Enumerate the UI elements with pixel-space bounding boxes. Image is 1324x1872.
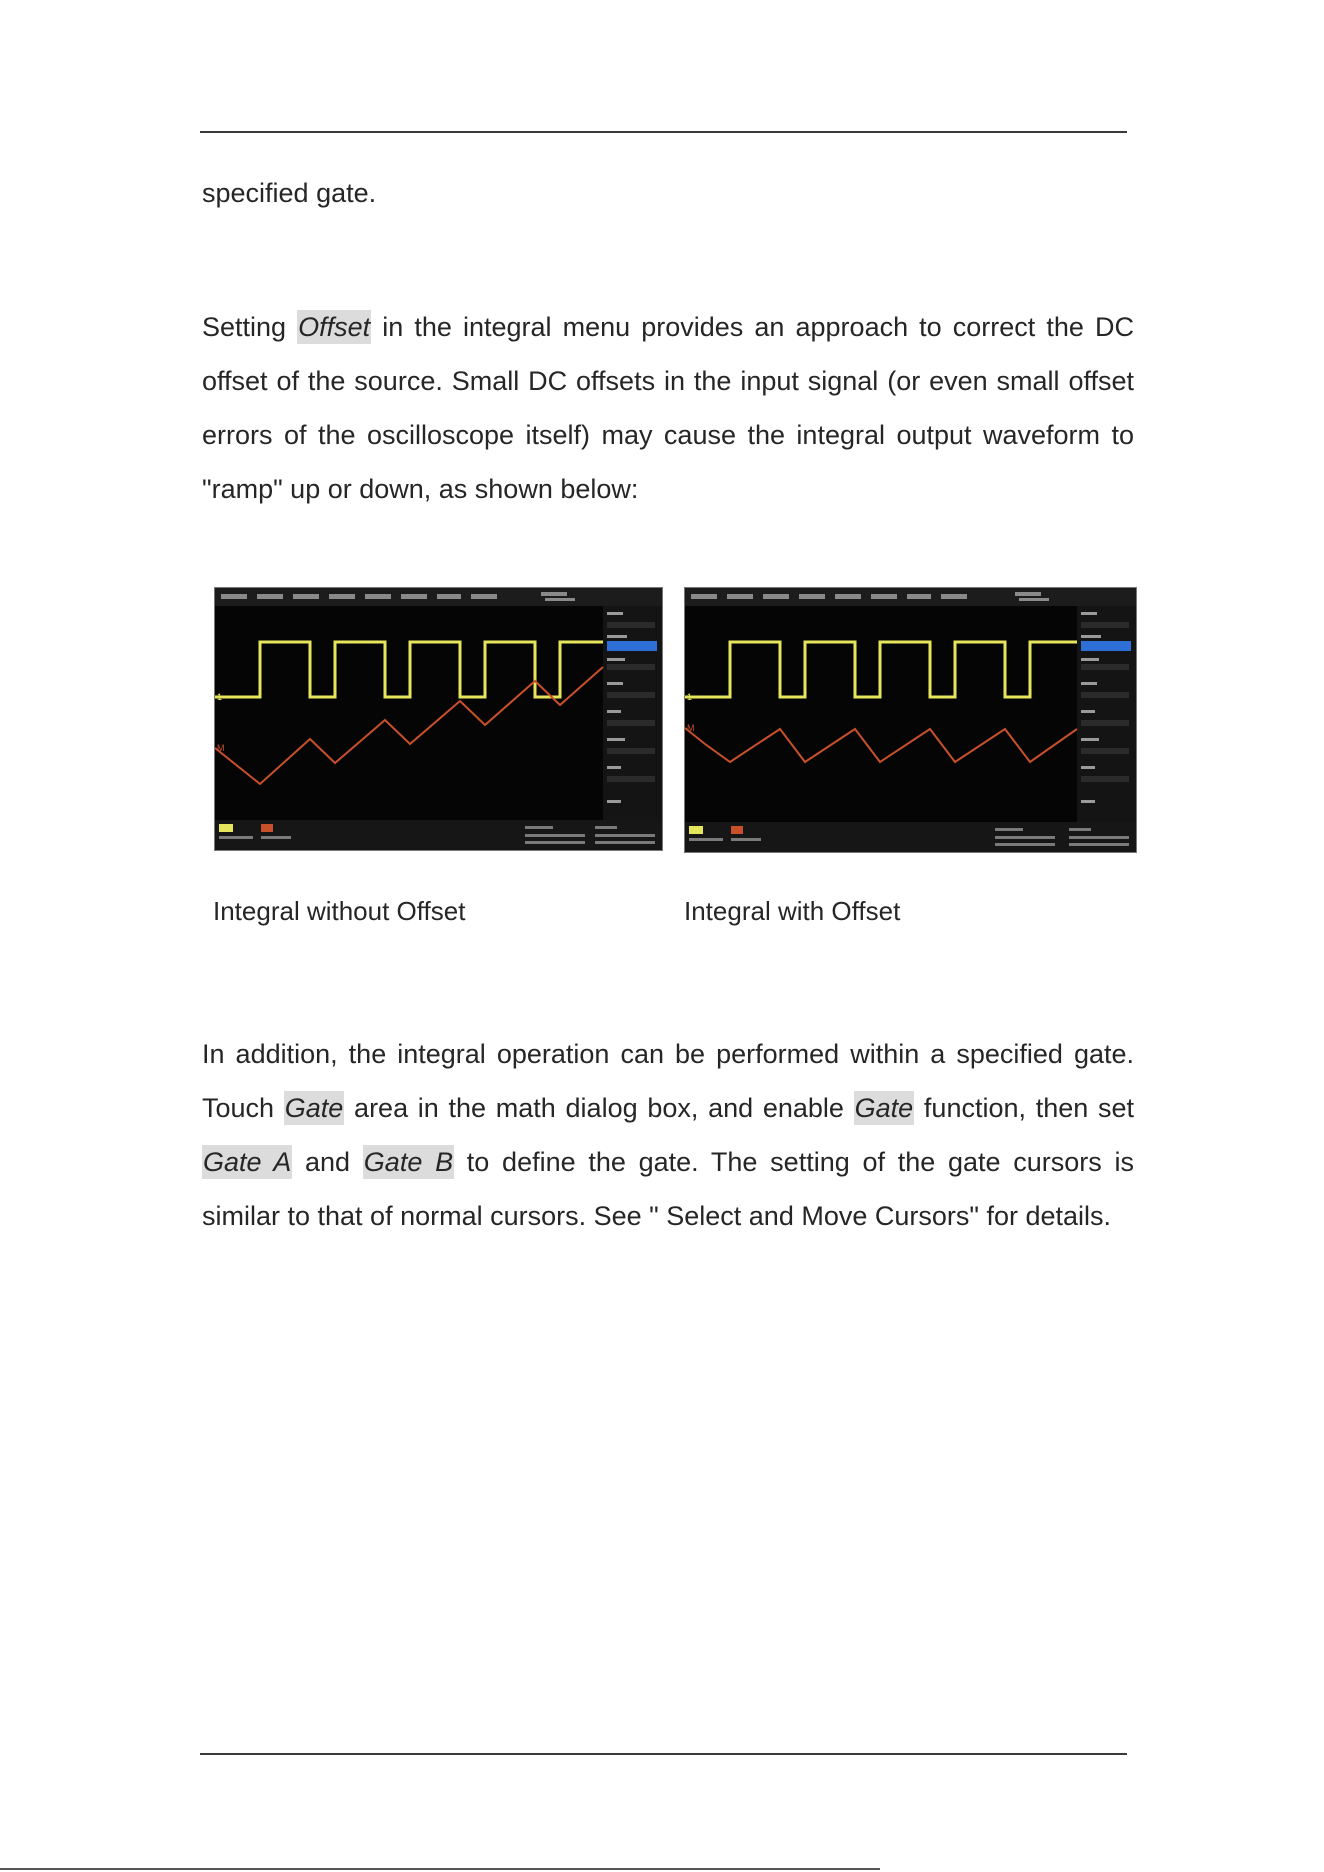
scope-screen-right [685,588,1136,852]
offset-line-4: "ramp" up or down, as shown below: [202,474,639,504]
caption-with-offset: Integral with Offset [684,896,901,926]
offset-line-1: Setting Offset in the integral menu provides an approach to correct the DC [202,312,1135,342]
page-bottom-rule [0,1868,880,1870]
gate-line-1: In addition, the integral operation can be performed within a specified gate. [202,1039,1134,1069]
offset-line-3: errors of the oscilloscope itself) may cause the integral output waveform to [202,420,1134,450]
svg-text:1: 1 [687,692,693,702]
offset-line-2: offset of the source. Small DC offsets in the input signal (or even small offset [202,366,1134,396]
gate-line-3: Gate A and Gate B to define the gate. The setting of the gate cursors is [203,1147,1134,1177]
gate-keyword-1: Gate [284,1093,344,1123]
gate-a-keyword: Gate A [203,1147,292,1177]
gate-line-4: similar to that of normal cursors. See " Select and Move Cursors" for details. [202,1201,1112,1231]
offset-keyword: Offset [298,312,371,342]
svg-text:M: M [687,723,695,733]
footer-rule [200,1753,1127,1755]
svg-text:M: M [217,743,225,753]
scope-screenshot-without-offset [214,587,663,851]
gate-line-2: Touch Gate area in the math dialog box, and enable Gate function, then set [202,1093,1134,1123]
svg-text:1: 1 [217,692,223,702]
header-rule [200,131,1127,133]
gate-keyword-2: Gate [854,1093,914,1123]
intro-fragment: specified gate. [202,178,377,208]
gate-b-keyword: Gate B [363,1147,454,1177]
caption-without-offset: Integral without Offset [213,896,466,926]
scope-screen-left [215,588,662,850]
scope-screenshot-with-offset [684,587,1137,853]
